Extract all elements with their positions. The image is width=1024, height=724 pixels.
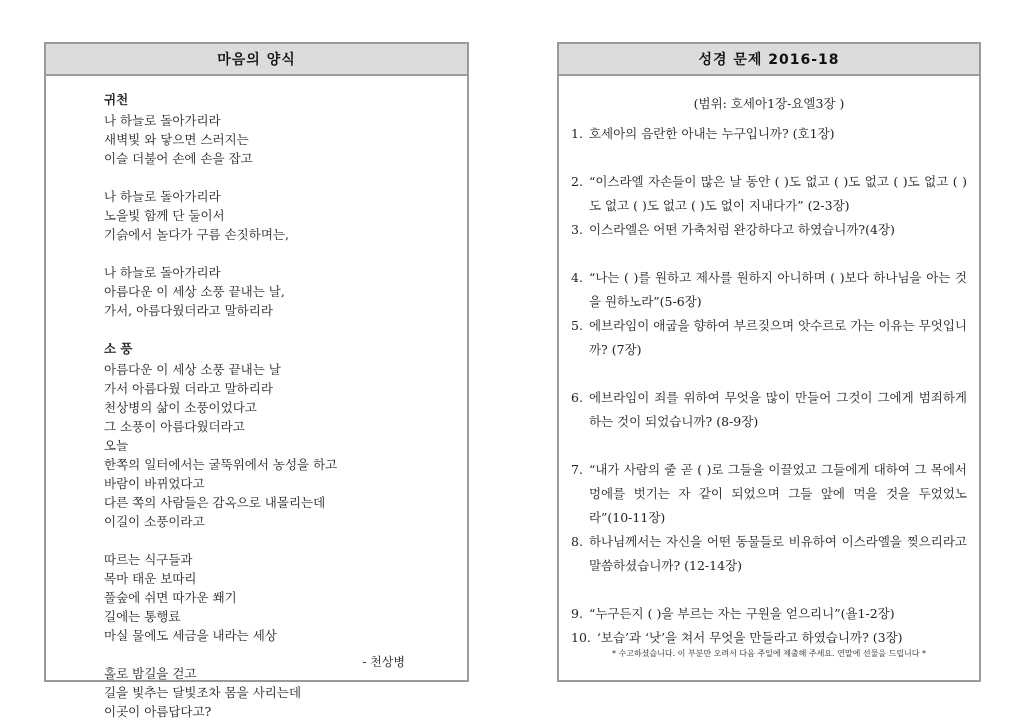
question-text: 이스라엘은 어떤 가축처럼 완강하다고 하였습니까?(4장): [588, 222, 895, 237]
question-text: “누구든지 ( )을 부르는 자는 구원을 얻으리니”(욜1-2장): [588, 606, 895, 621]
question-number: 10.: [571, 630, 591, 645]
poem-stanza: [104, 187, 457, 244]
poems: [104, 90, 457, 721]
quiz-questions: [571, 122, 967, 650]
submission-note: * 수고하셨습니다. 이 부분만 오려서 다음 주일에 제출해 주세요. 연말에 선물을 드립니다 *: [611, 649, 927, 658]
poem-line: 마실 물에도 세금을 내라는 세상: [104, 628, 277, 643]
poem-line: 천상병의 삶이 소풍이었다고: [104, 400, 257, 415]
left-panel: [44, 42, 469, 719]
question-text: ‘보습’과 ‘낫’을 쳐서 무엇을 만들라고 하였습니까? (3장): [596, 630, 903, 645]
poem-line: 아름다운 이 세상 소풍 끝내는 날,: [104, 284, 285, 299]
poem-line: 노을빛 함께 단 둘이서: [104, 208, 225, 223]
question-8: [571, 530, 967, 578]
left-panel-header: 마음의 양식: [46, 44, 467, 76]
poem-line: 길을 빛추는 달빛조차 몸을 사리는데: [104, 685, 302, 700]
question-number: 1.: [571, 126, 583, 141]
question-number: 7.: [571, 462, 583, 477]
question-number: 2.: [571, 174, 583, 189]
poem-line: 기슭에서 놀다가 구름 손짓하며는,: [104, 227, 289, 242]
question-2: [571, 170, 967, 218]
poem-stanza: [104, 360, 457, 531]
question-text: “이스라엘 자손들이 많은 날 동안 ( )도 없고 ( )도 없고 ( )도 없고 ( )도 없고 ( )도 없고 ( )도 없이 지내다가” (2-3장): [588, 174, 967, 213]
right-panel: [557, 42, 981, 682]
poem-stanza: [104, 664, 457, 721]
poem-line: 나 하늘로 돌아가리라: [104, 113, 221, 128]
poem-line: 한쪽의 일터에서는 굴뚝위에서 농성을 하고: [104, 457, 338, 472]
poem-line: 그 소풍이 아름다웠더라고: [104, 419, 245, 434]
question-number: 9.: [571, 606, 583, 621]
poem-line: 가서 아름다웠 더라고 말하리라: [104, 381, 273, 396]
poem-line: 홀로 밤길을 걷고: [104, 666, 197, 681]
poem-line: 길에는 통행료: [104, 609, 181, 624]
question-text: “나는 ( )를 원하고 제사를 원하지 아니하며 ( )보다 하나님을 아는 것을 원하노라”(5-6장): [588, 270, 967, 309]
question-10: [571, 626, 967, 650]
question-text: 하나님께서는 자신을 어떤 동물들로 비유하여 이스라엘을 찢으리라고 말씀하셨습니까? (12-14장): [588, 534, 967, 573]
poem-line: 이길이 소풍이라고: [104, 514, 205, 529]
question-text: 에브라임이 애굽을 향하여 부르짖으며 앗수르로 가는 이유는 무엇입니까? (7장): [588, 318, 967, 357]
question-1: [571, 122, 967, 146]
question-4: [571, 266, 967, 314]
poem-line: 풀숲에 쉬면 따가운 쐐기: [104, 590, 237, 605]
poem-title-gwicheon: 귀천: [104, 92, 129, 107]
poem-line: 나 하늘로 돌아가리라: [104, 265, 221, 280]
poem-line: 따르는 식구들과: [104, 552, 193, 567]
question-7: [571, 458, 967, 530]
question-number: 6.: [571, 390, 583, 405]
right-panel-header: 성경 문제 2016-18: [559, 44, 979, 76]
poem-line: 이슬 더불어 손에 손을 잡고: [104, 151, 253, 166]
question-text: 에브라임이 죄를 위하여 무엇을 많이 만들어 그것이 그에게 범죄하게 하는 것이 되었습니까? (8-9장): [588, 390, 967, 429]
quiz-range: (범위: 호세아1장-요엘3장 ): [693, 96, 845, 111]
poem-title-sopung: 소 풍: [104, 341, 133, 356]
poem-stanza: [104, 263, 457, 320]
question-number: 3.: [571, 222, 583, 237]
poem-line: 나 하늘로 돌아가리라: [104, 189, 221, 204]
poem-line: 오늘: [104, 438, 129, 453]
question-9: [571, 602, 967, 626]
question-6: [571, 386, 967, 434]
poem-author: - 천상병: [362, 655, 405, 669]
poem-line: 가서, 아름다웠더라고 말하리라: [104, 303, 273, 318]
poem-line: 이곳이 아름답다고?: [104, 704, 212, 719]
poem-stanza: [104, 550, 457, 645]
question-5: [571, 314, 967, 362]
question-text: 호세아의 음란한 아내는 누구입니까? (호1장): [588, 126, 835, 141]
poem-line: 새벽빛 와 닿으면 스러지는: [104, 132, 249, 147]
poem-line: 아름다운 이 세상 소풍 끝내는 날: [104, 362, 281, 377]
question-number: 8.: [571, 534, 583, 549]
question-3: [571, 218, 967, 242]
poem-stanza: [104, 111, 457, 168]
poem-line: 다른 쪽의 사람들은 감옥으로 내몰리는데: [104, 495, 326, 510]
question-number: 4.: [571, 270, 583, 285]
poem-line: 목마 태운 보따리: [104, 571, 197, 586]
question-text: “내가 사람의 줄 곧 ( )로 그들을 이끌었고 그들에게 대하여 그 목에서 멍에를 벗기는 자 같이 되었으며 그들 앞에 먹을 것을 두었었노라”(10-11장): [588, 462, 967, 525]
poem-line: 바람이 바뀌었다고: [104, 476, 205, 491]
question-number: 5.: [571, 318, 583, 333]
